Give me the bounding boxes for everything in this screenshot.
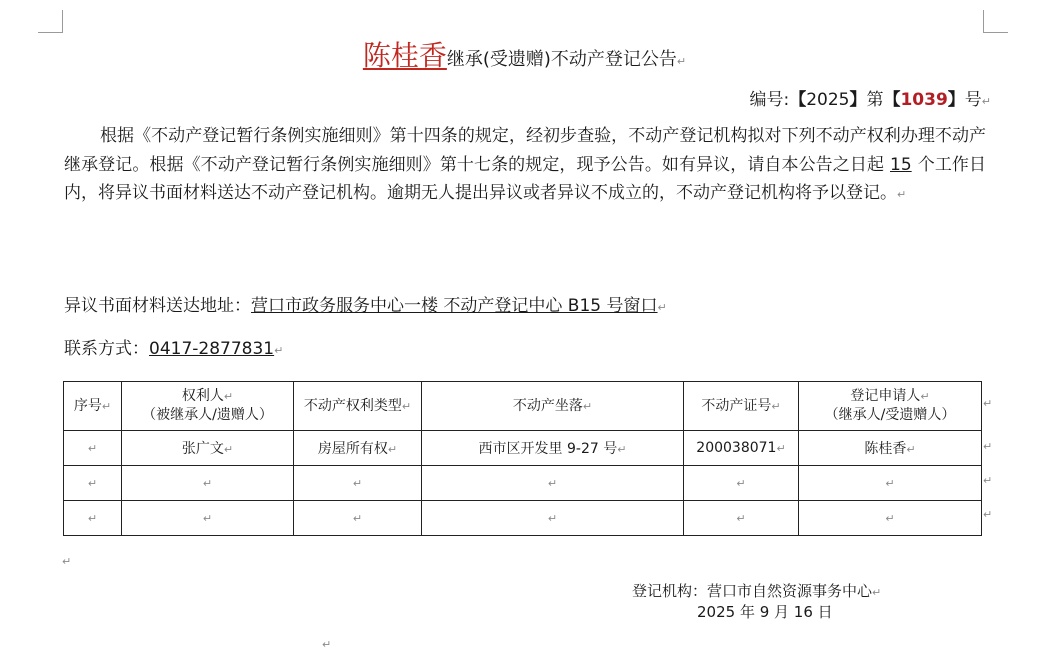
table-cell: ↵ xyxy=(422,466,684,501)
applicant-name: 陈桂香 xyxy=(362,39,447,72)
notice-number xyxy=(749,85,991,110)
table-cell: 张广文↵ xyxy=(122,431,294,466)
row-end-mark-icon: ↵ xyxy=(983,508,993,521)
bracket-right: 】 xyxy=(947,90,965,110)
page-corner-mark-top-left xyxy=(38,10,63,33)
table-cell: 西市区开发里 9-27 号↵ xyxy=(422,431,684,466)
contact-label: 联系方式： xyxy=(64,339,149,359)
paragraph-mark-icon: ↵ xyxy=(274,344,284,357)
paragraph-mark-icon: ↵ xyxy=(676,55,687,68)
header-right-holder: 权利人↵ （被继承人/遗赠人） xyxy=(122,382,294,431)
header-subtext: （被继承人/遗赠人） xyxy=(142,407,273,423)
address-value: 营口市政务服务中心一楼 不动产登记中心 B15 号窗口 xyxy=(251,296,658,316)
header-text: 不动产坐落 xyxy=(512,397,583,414)
bracket-left: 【 xyxy=(789,90,807,110)
table-cell: ↵ xyxy=(684,501,799,536)
notice-date xyxy=(697,601,833,622)
table-cell: ↵ xyxy=(799,501,982,536)
paragraph-mark-icon: ↵ xyxy=(322,638,332,651)
page-corner-mark-top-right xyxy=(983,10,1008,33)
header-text: 序号 xyxy=(73,397,102,414)
table-cell: 房屋所有权↵ xyxy=(294,431,422,466)
table-row xyxy=(64,466,982,501)
row-end-mark-icon: ↵ xyxy=(983,440,993,453)
table-cell: ↵ xyxy=(799,466,982,501)
number-seq: 1039 xyxy=(900,90,948,110)
row-end-mark-icon: ↵ xyxy=(983,397,993,410)
objection-days: 15 xyxy=(890,154,912,175)
registration-table xyxy=(63,381,982,536)
title-text: 继承(受遗赠)不动产登记公告 xyxy=(446,49,677,70)
number-suffix: 号 xyxy=(964,90,982,110)
header-location: 不动产坐落↵ xyxy=(422,382,684,431)
header-applicant: 登记申请人↵ （继承人/受遗赠人） xyxy=(799,382,982,431)
table-cell: ↵ xyxy=(64,466,122,501)
header-text: 不动产证号 xyxy=(701,397,772,414)
header-text: 登记申请人 xyxy=(850,388,921,404)
table-cell: ↵ xyxy=(64,431,122,466)
notice-title xyxy=(0,34,1049,74)
table-cell: ↵ xyxy=(294,501,422,536)
paragraph-mark-icon: ↵ xyxy=(62,555,72,568)
notice-body xyxy=(64,122,986,210)
bracket-left: 【 xyxy=(883,90,901,110)
bracket-right: 】 xyxy=(849,90,867,110)
paragraph-mark-icon: ↵ xyxy=(981,95,991,108)
table-cell: 200038071↵ xyxy=(684,431,799,466)
header-seq: 序号↵ xyxy=(64,382,122,431)
number-prefix: 编号: xyxy=(749,90,790,110)
row-end-mark-icon: ↵ xyxy=(983,474,993,487)
header-cert-number: 不动产证号↵ xyxy=(684,382,799,431)
table-cell: ↵ xyxy=(64,501,122,536)
table-cell: ↵ xyxy=(684,466,799,501)
contact-value: 0417-2877831 xyxy=(149,339,275,359)
header-subtext: （继承人/受遗赠人） xyxy=(824,407,956,423)
table-cell: 陈桂香↵ xyxy=(799,431,982,466)
table-row xyxy=(64,501,982,536)
number-middle: 第 xyxy=(866,90,884,110)
paragraph-mark-icon: ↵ xyxy=(897,188,907,202)
body-text-1: 根据《不动产登记暂行条例实施细则》第十四条的规定，经初步查验，不动产登记机构拟对下列不动产权利办理不动产继承登记。根据《不动产登记暂行条例实施细则》第十七条的规定，现予公告。如有异议，请自本公告之日起 xyxy=(64,126,986,175)
address-label: 异议书面材料送达地址： xyxy=(64,296,251,316)
objection-address xyxy=(64,291,667,316)
org-name: 营口市自然资源事务中心 xyxy=(707,582,873,600)
table-cell: ↵ xyxy=(122,501,294,536)
org-label: 登记机构： xyxy=(632,582,708,600)
registration-org: 登记机构：营口市自然资源事务中心↵ xyxy=(632,582,882,600)
table-row xyxy=(64,431,982,466)
contact-info xyxy=(64,334,283,359)
table-cell: ↵ xyxy=(122,466,294,501)
body-text-2: 个工作日内，将异议书面材料送达不动产登记机构。逾期无人提出异议或者异议不成立的，不动产登记机构将予以登记。 xyxy=(64,154,987,204)
date-text: 2025 年 9 月 16 日 xyxy=(697,603,833,621)
table-cell: ↵ xyxy=(422,501,684,536)
table-cell: ↵ xyxy=(294,466,422,501)
header-text: 不动产权利类型 xyxy=(303,397,402,414)
paragraph-mark-icon: ↵ xyxy=(657,301,667,314)
header-right-type: 不动产权利类型↵ xyxy=(294,382,422,431)
header-text: 权利人 xyxy=(181,388,224,404)
number-year: 2025 xyxy=(806,90,850,110)
table-header-row xyxy=(64,382,982,431)
